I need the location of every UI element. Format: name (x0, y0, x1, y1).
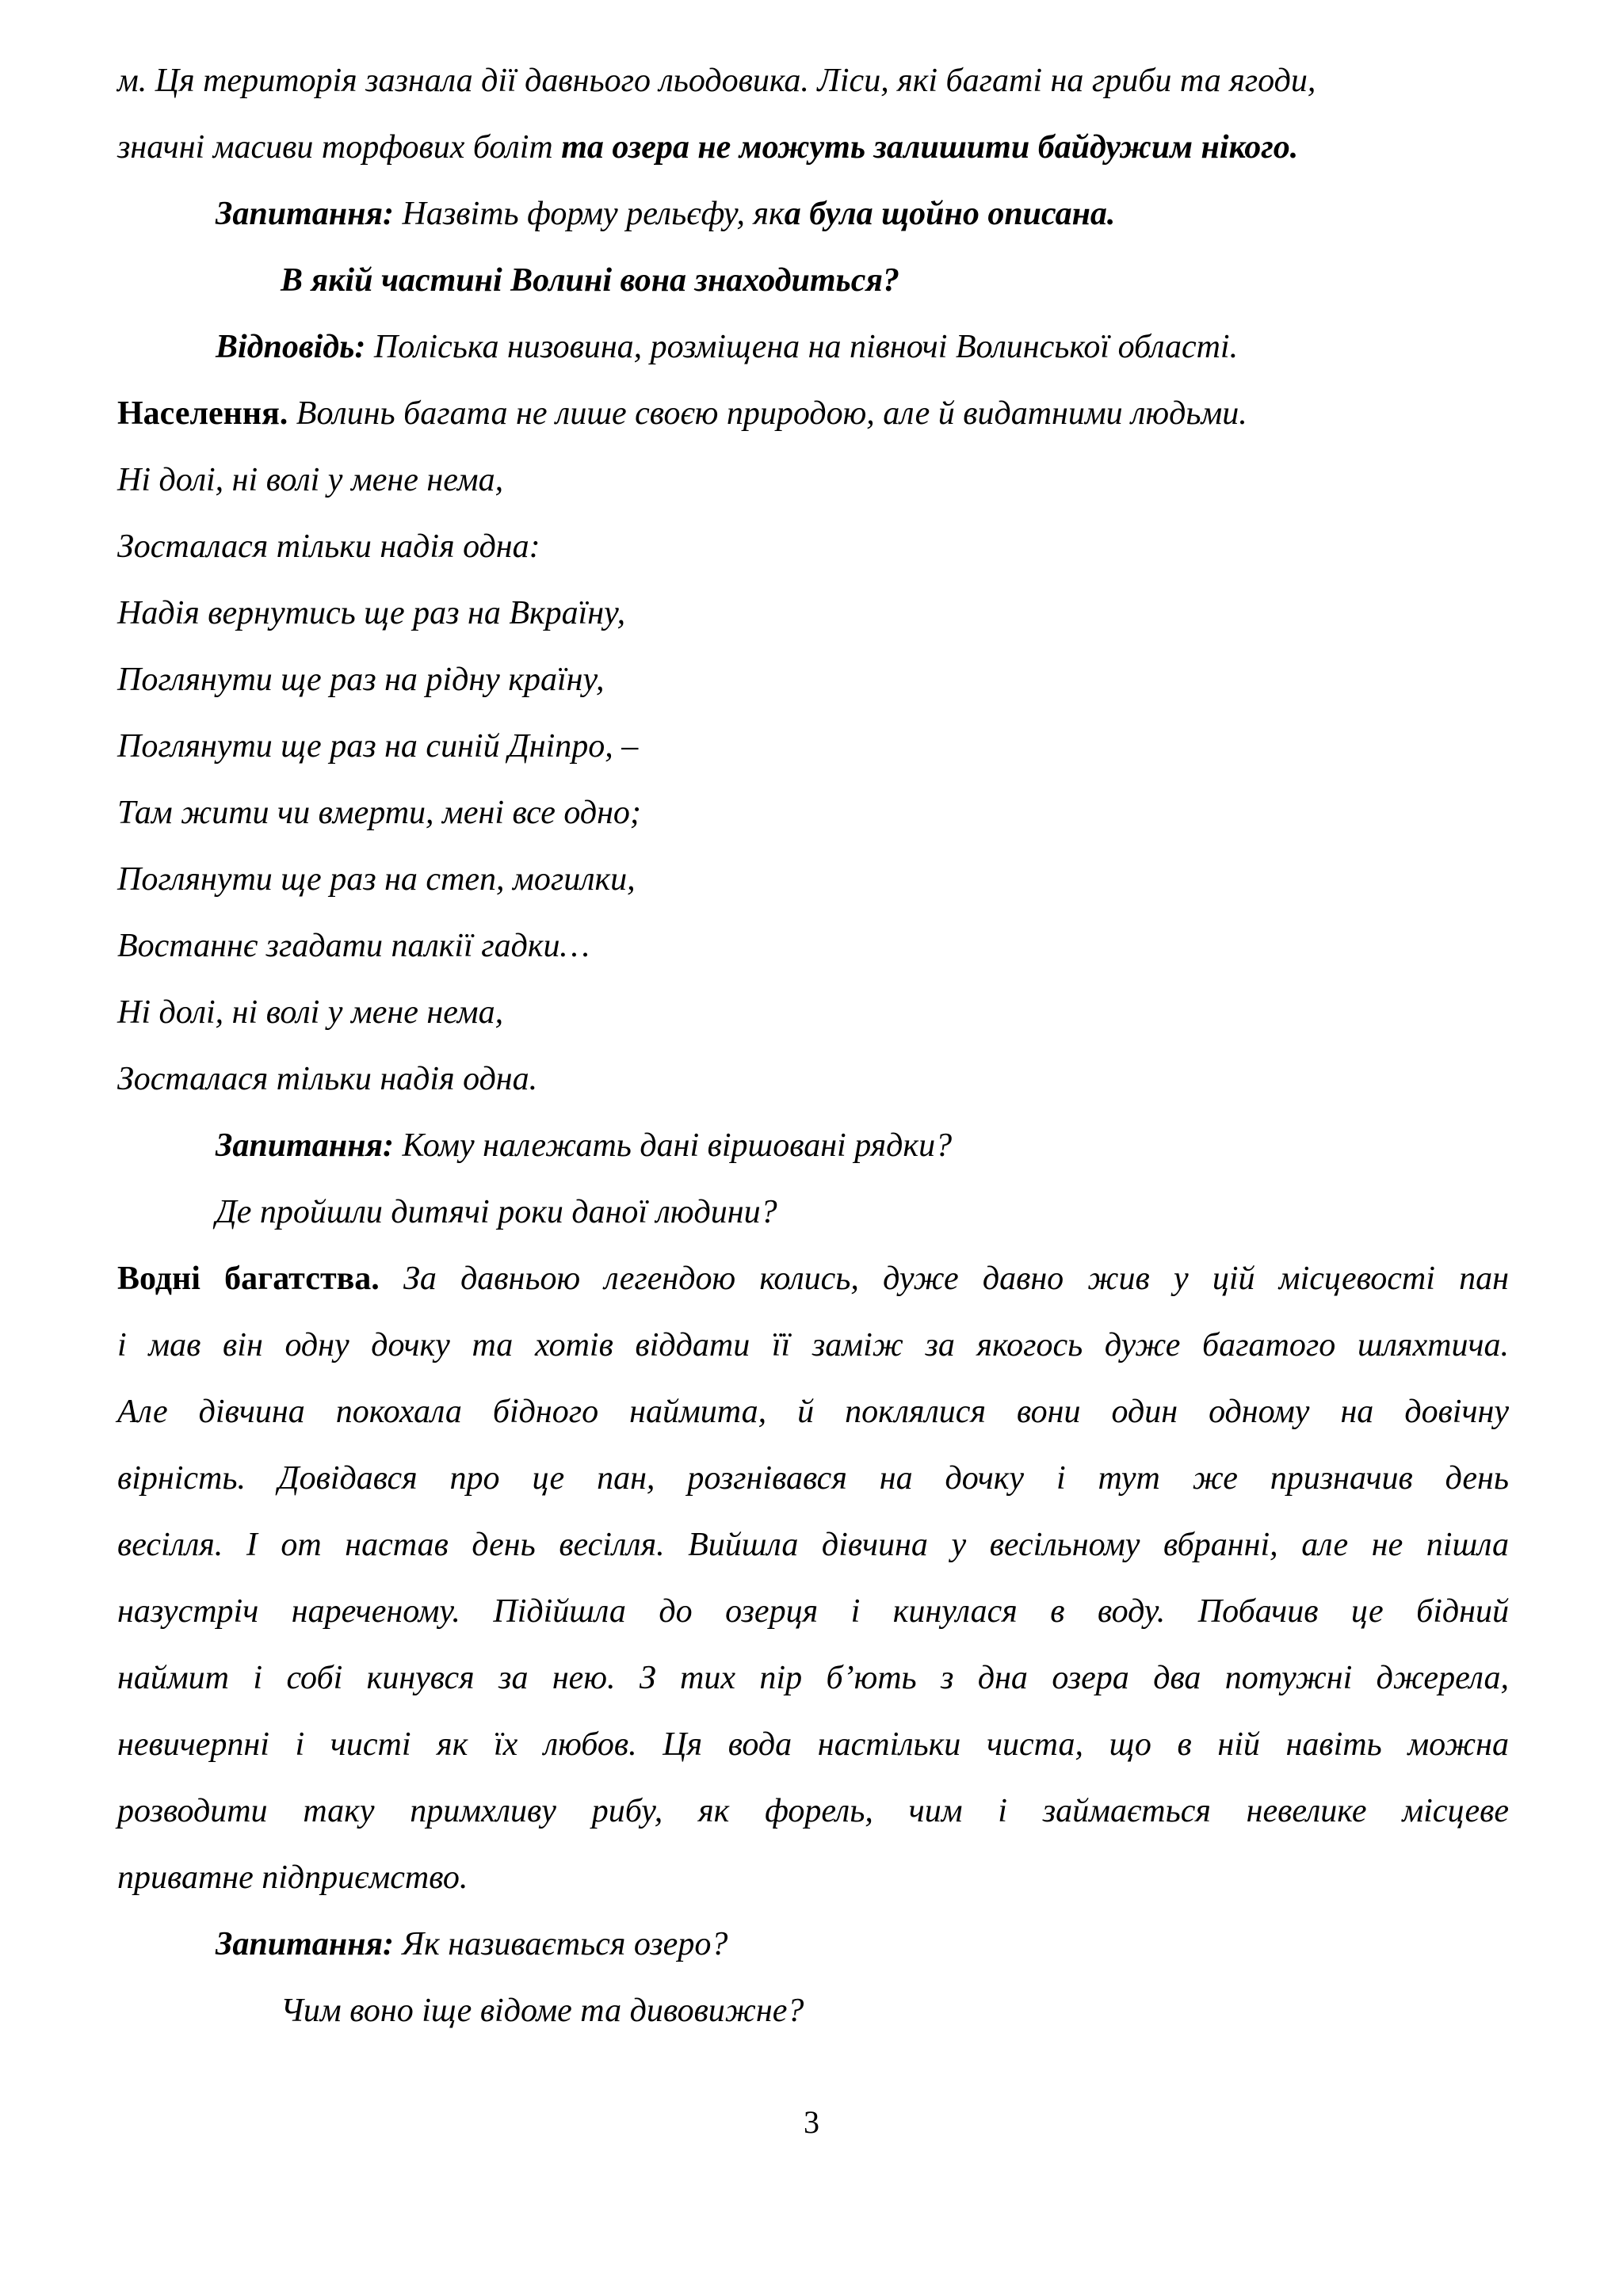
water-paragraph-line: розводити таку примхливу рибу, як форель, чим і займається невелике місцеве (117, 1793, 1509, 1829)
intro-line-2-regular: значні масиви торфових боліт (117, 129, 562, 166)
poem-line: Там жити чи вмерти, мені все одно; (117, 795, 641, 831)
water-paragraph-last-line: приватне підприємство. (117, 1859, 468, 1896)
water-paragraph-line: наймит і собі кинувся за нею. З тих пір б’ють з дна озера два потужні джерела, (117, 1660, 1509, 1696)
poem-line: Зосталася тільки надія одна: (117, 528, 540, 565)
intro-line-2 (117, 114, 1509, 181)
question-1-line-2: В якій частині Волині вона знаходиться? (281, 262, 899, 299)
question-3-line-2: Чим воно іще відоме та дивовижне? (281, 1993, 804, 2029)
poem-line: Надія вернутись ще раз на Вкраїну, (117, 595, 626, 631)
question-1 (117, 181, 1509, 247)
document-page (117, 48, 1509, 2044)
intro-line-2-bold: та озера не можуть залишити байдужим нікого. (561, 129, 1299, 166)
water-heading: Водні багатства. (117, 1261, 380, 1297)
question-2 (117, 1112, 1509, 1179)
answer-1-label: Відповідь: (216, 329, 366, 365)
question-1-label: Запитання: (216, 196, 395, 232)
poem-line: Ні долі, ні волі у мене нема, (117, 462, 504, 498)
population-paragraph (117, 380, 1509, 447)
poem-line: Поглянути ще раз на синій Дніпро, – (117, 728, 639, 765)
population-text: Волинь багата не лише своєю природою, але й видатними людьми. (288, 395, 1247, 432)
poem-line: Поглянути ще раз на рідну країну, (117, 662, 605, 698)
population-heading: Населення. (117, 395, 288, 432)
poem-line: Ні долі, ні волі у мене нема, (117, 994, 504, 1031)
question-3-text: Як називається озеро? (394, 1926, 728, 1962)
water-paragraph-line: і мав він одну дочку та хотів віддати її заміж за якогось дуже багатого шляхтича. (117, 1327, 1509, 1363)
question-1-text-b: а була щойно описана. (784, 196, 1116, 232)
question-2-label: Запитання: (216, 1127, 395, 1164)
water-paragraph-line: невичерпні і чисті як їх любов. Ця вода настільки чиста, що в ній навіть можна (117, 1726, 1509, 1763)
question-2-text: Кому належать дані віршовані рядки? (394, 1127, 953, 1164)
water-first-text: За давньою легендою колись, дуже давно жив у цій місцевості пан (379, 1261, 1509, 1297)
question-1-text-a: Назвіть форму рельєфу, як (394, 196, 785, 232)
question-3 (117, 1911, 1509, 1978)
poem-line: Зосталася тільки надія одна. (117, 1061, 538, 1097)
water-paragraph-line: вірність. Довідався про це пан, розгнівався на дочку і тут же призначив день (117, 1460, 1509, 1497)
water-paragraph-line: назустріч нареченому. Підійшла до озерця і кинулася в воду. Побачив це бідний (117, 1593, 1509, 1630)
question-2-line-2: Де пройшли дитячі роки даної людини? (216, 1194, 777, 1230)
poem-line: Поглянути ще раз на степ, могилки, (117, 861, 636, 898)
intro-line-1: м. Ця територія зазнала дії давнього льодовика. Ліси, які багаті на гриби та ягоди, (117, 63, 1316, 99)
page-number: 3 (804, 2104, 819, 2140)
water-paragraph-line: весілля. І от настав день весілля. Вийшла дівчина у весільному вбранні, але не пішла (117, 1527, 1509, 1563)
poem-line: Востаннє згадати палкії гадки… (117, 928, 590, 964)
water-paragraph-line: Але дівчина покохала бідного наймита, й поклялися вони один одному на довічну (117, 1394, 1509, 1430)
answer-1 (117, 314, 1509, 380)
water-paragraph-first-line (117, 1245, 1509, 1312)
answer-1-text: Поліська низовина, розміщена на півночі Волинської області. (365, 329, 1239, 365)
question-3-label: Запитання: (216, 1926, 395, 1962)
